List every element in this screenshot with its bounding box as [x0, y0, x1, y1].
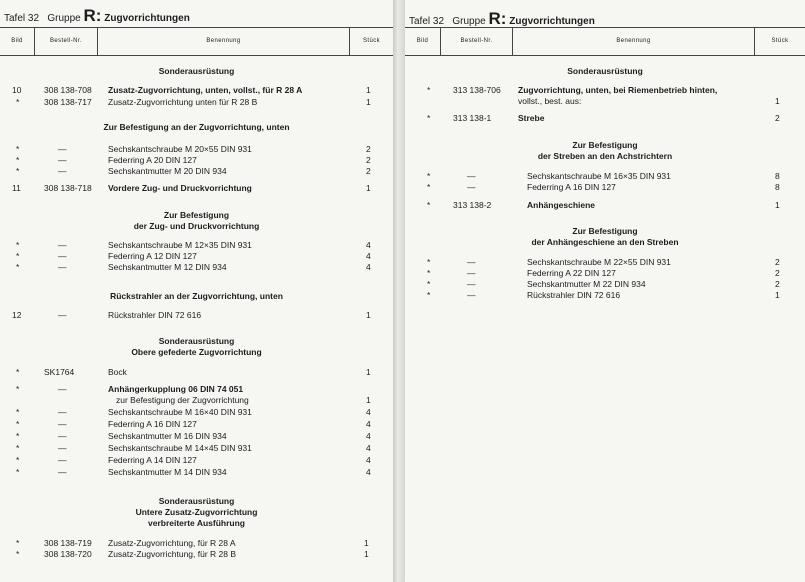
row-bild: * — [427, 268, 431, 278]
row-bild: * — [16, 262, 20, 272]
row-bild: 11 — [12, 183, 21, 193]
row-bild: * — [427, 257, 431, 267]
col-stueck: Stück — [362, 38, 380, 44]
section-line: Zur Befestigung — [572, 140, 638, 150]
section-line: der Anhängeschiene an den Streben — [531, 237, 679, 247]
row-qty: 1 — [366, 395, 371, 405]
row-nr: — — [467, 182, 476, 192]
row-text: Sechskantschraube M 12×35 DIN 931 — [108, 240, 252, 250]
gruppe-label: Gruppe — [47, 13, 81, 24]
row-text: Vordere Zug- und Druckvorrichtung — [108, 183, 252, 193]
section-line: der Streben an den Achstrichtern — [537, 151, 673, 161]
row-qty: 2 — [366, 166, 371, 176]
page-header — [4, 6, 190, 26]
gruppe-letter: R: — [83, 6, 102, 25]
row-text: Anhängerkupplung 06 DIN 74 051 — [108, 384, 244, 394]
section-heading — [0, 210, 393, 232]
row-text: Sechskantmutter M 16 DIN 934 — [108, 431, 227, 441]
row-qty: 2 — [366, 155, 371, 165]
row-text: Anhängeschiene — [527, 200, 596, 210]
row-bild: * — [16, 407, 20, 417]
row-text: Federring A 22 DIN 127 — [527, 268, 616, 278]
row-text — [518, 85, 717, 95]
row-bild: * — [16, 431, 20, 441]
row-text: zur Befestigung der Zugvorrichtung — [116, 395, 249, 405]
row-bild: 10 — [12, 85, 22, 95]
section-heading — [405, 140, 805, 162]
row-qty: 2 — [775, 279, 780, 289]
row-qty: 2 — [366, 144, 371, 154]
row-qty: 2 — [775, 268, 780, 278]
row-text: Federring A 16 DIN 127 — [527, 182, 616, 192]
row-nr: 313 138-2 — [453, 200, 492, 210]
row-nr: — — [58, 262, 67, 272]
table-header — [0, 27, 393, 56]
row-qty: 2 — [775, 113, 780, 123]
row-text: Rückstrahler DIN 72 616 — [108, 310, 202, 320]
row-bild: * — [427, 113, 431, 123]
col-benennung: Benennung — [513, 28, 755, 55]
row-text: Sechskantschraube M 22×55 DIN 931 — [527, 257, 671, 267]
row-nr: 308 138-720 — [44, 549, 92, 559]
row-qty: 4 — [366, 467, 371, 477]
row-nr: — — [58, 384, 67, 394]
row-qty: 4 — [366, 262, 371, 272]
row-text: Sechskantschraube M 16×35 DIN 931 — [527, 171, 671, 181]
row-bild: * — [16, 467, 20, 477]
section-heading — [405, 226, 805, 248]
tafel-label: Tafel 32 — [409, 16, 445, 27]
row-bild: * — [16, 549, 20, 559]
row-text: Federring A 16 DIN 127 — [108, 419, 197, 429]
row-qty: 1 — [366, 183, 371, 193]
row-bild: 12 — [12, 310, 22, 320]
row-qty: 1 — [366, 367, 371, 377]
row-text: Federring A 12 DIN 127 — [108, 251, 197, 261]
gruppe-letter: R: — [488, 9, 507, 28]
row-text: Zusatz-Zugvorrichtung, für R 28 A — [108, 538, 236, 548]
row-nr: — — [58, 455, 67, 465]
catalog-page-left — [0, 0, 393, 582]
section-heading — [0, 66, 393, 77]
row-text: Sechskantmutter M 14 DIN 934 — [108, 467, 227, 477]
row-text: Federring A 20 DIN 127 — [108, 155, 197, 165]
row-bild: * — [16, 97, 20, 107]
page-header — [409, 9, 595, 29]
row-nr: 308 138-718 — [44, 183, 92, 193]
row-bild: * — [16, 455, 20, 465]
row-qty: 8 — [775, 171, 780, 181]
row-bild: * — [16, 538, 20, 548]
row-text: Zusatz-Zugvorrichtung unten für R 28 B — [108, 97, 258, 107]
col-bild: Bild — [0, 28, 35, 55]
section-line: verbreiterte Ausführung — [148, 518, 245, 528]
section-heading — [0, 496, 393, 529]
row-qty: 1 — [775, 290, 780, 300]
row-nr: — — [58, 240, 67, 250]
row-nr: 313 138-706 — [453, 85, 501, 95]
section-line: Zur Befestigung — [572, 226, 638, 236]
row-nr: — — [58, 310, 67, 320]
row-nr: — — [467, 279, 476, 289]
section-line: Untere Zusatz-Zugvorrichtung — [135, 507, 258, 517]
section-line: Rückstrahler an der Zugvorrichtung, unten — [110, 291, 283, 301]
row-bild: * — [427, 171, 431, 181]
row-text: Sechskantmutter M 20 DIN 934 — [108, 166, 227, 176]
section-line: Zur Befestigung — [163, 210, 230, 220]
row-qty: 4 — [366, 419, 371, 429]
section-line: Zur Befestigung an der Zugvorrichtung, unten — [103, 122, 290, 132]
row-text: Sechskantschraube M 16×40 DIN 931 — [108, 407, 252, 417]
row-nr: 313 138-1 — [453, 113, 492, 123]
row-text: Zusatz-Zugvorrichtung, für R 28 B — [108, 549, 237, 559]
row-nr: — — [467, 171, 476, 181]
row-qty: 1 — [364, 549, 369, 559]
row-qty: 1 — [366, 85, 371, 95]
row-bild: * — [427, 200, 431, 210]
row-qty: 4 — [366, 443, 371, 453]
table-header — [405, 27, 805, 56]
section-heading — [405, 66, 805, 77]
row-qty: 4 — [366, 455, 371, 465]
section-line: Obere gefederte Zugvorrichtung — [131, 347, 262, 357]
row-bild: * — [16, 251, 20, 261]
catalog-page-right — [405, 0, 805, 582]
row-text: Sechskantmutter M 22 DIN 934 — [527, 279, 646, 289]
row-qty: 1 — [366, 97, 371, 107]
row-qty: 4 — [366, 431, 371, 441]
row-nr: — — [58, 443, 67, 453]
row-bild: * — [16, 166, 20, 176]
row-text: Rückstrahler DIN 72 616 — [527, 290, 621, 300]
row-bild: * — [16, 367, 20, 377]
book-spine — [393, 0, 405, 582]
section-heading — [0, 336, 393, 358]
section-heading — [0, 291, 393, 302]
tafel-label: Tafel 32 — [4, 13, 40, 24]
row-text: Zusatz-Zugvorrichtung, unten, vollst., für R 28 A — [108, 85, 303, 95]
row-qty: 2 — [775, 257, 780, 267]
row-qty: 8 — [775, 182, 780, 192]
row-bild: * — [427, 290, 431, 300]
row-qty: 1 — [775, 200, 780, 210]
section-line: Sonderausrüstung — [567, 66, 643, 76]
row-nr: 308 138-708 — [44, 85, 92, 95]
row-bild: * — [427, 85, 431, 95]
row-text-bold: Zugvorrichtung, unten, bei Riemenbetrieb hinten, — [518, 85, 718, 95]
section-line: Sonderausrüstung — [158, 496, 235, 506]
row-bild: * — [16, 419, 20, 429]
row-qty: 4 — [366, 240, 371, 250]
row-qty: 4 — [366, 407, 371, 417]
col-bestell-nr: Bestell-Nr. — [441, 28, 513, 55]
row-bild: * — [16, 443, 20, 453]
col-benennung: Benennung — [98, 28, 350, 55]
row-qty: 1 — [775, 96, 780, 106]
col-bestell-nr: Bestell-Nr. — [35, 28, 98, 55]
page-title: Zugvorrichtungen — [104, 13, 190, 24]
page-title: Zugvorrichtungen — [509, 16, 595, 27]
row-nr: — — [58, 144, 67, 154]
row-text: Bock — [108, 367, 127, 377]
row-qty: 1 — [366, 310, 371, 320]
row-qty: 1 — [364, 538, 369, 548]
row-text: Strebe — [518, 113, 545, 123]
section-line: Sonderausrüstung — [158, 66, 235, 76]
row-text: Sechskantschraube M 20×55 DIN 931 — [108, 144, 252, 154]
row-bild: * — [427, 279, 431, 289]
section-heading — [0, 122, 393, 133]
row-bild: * — [16, 240, 20, 250]
row-bild: * — [16, 144, 20, 154]
row-nr: — — [467, 268, 476, 278]
row-bild: * — [427, 182, 431, 192]
row-nr: — — [58, 251, 67, 261]
section-line: der Zug- und Druckvorrichtung — [133, 221, 260, 231]
row-text: Sechskantschraube M 14×45 DIN 931 — [108, 443, 252, 453]
section-line: Sonderausrüstung — [158, 336, 235, 346]
row-nr: — — [467, 257, 476, 267]
row-nr: — — [58, 431, 67, 441]
row-text: Sechskantmutter M 12 DIN 934 — [108, 262, 227, 272]
gruppe-label: Gruppe — [452, 16, 486, 27]
row-nr: — — [58, 166, 67, 176]
row-nr: — — [467, 290, 476, 300]
row-nr: — — [58, 407, 67, 417]
row-qty: 4 — [366, 251, 371, 261]
row-bild: * — [16, 384, 20, 394]
row-nr: 308 138-717 — [44, 97, 92, 107]
col-bild: Bild — [405, 28, 441, 55]
row-nr: — — [58, 419, 67, 429]
col-stueck: Stück — [771, 38, 789, 44]
row-nr: 308 138-719 — [44, 538, 92, 548]
row-text: vollst., best. aus: — [518, 96, 582, 106]
row-nr: — — [58, 155, 67, 165]
row-text: Federring A 14 DIN 127 — [108, 455, 197, 465]
row-bild: * — [16, 155, 20, 165]
row-nr: — — [58, 467, 67, 477]
row-nr: SK1764 — [44, 367, 75, 377]
